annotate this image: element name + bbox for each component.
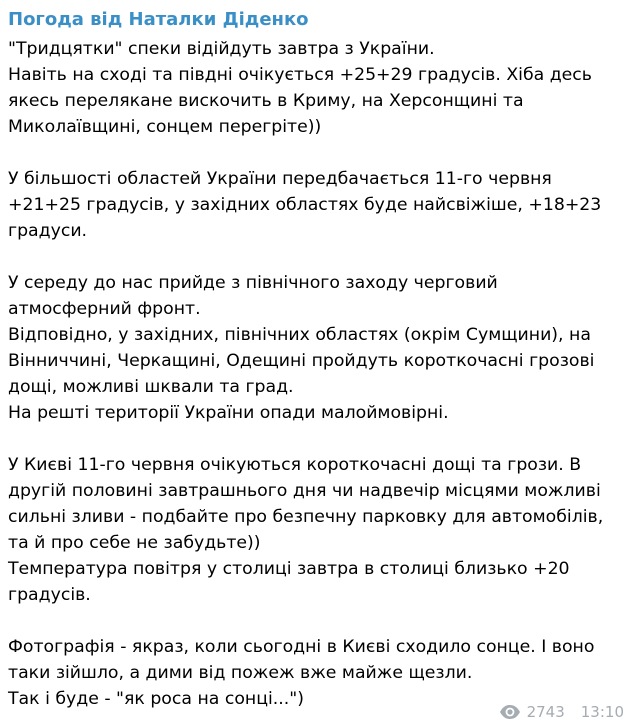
message-line: "Тридцятки" спеки відійдуть завтра з України. xyxy=(8,39,435,59)
message-line: На решті території України опади малоймовірні. xyxy=(8,403,449,423)
message-line: та й про себе не забудьте)) xyxy=(8,533,261,553)
message-line: У більшості областей України передбачається 11-го червня xyxy=(8,169,552,189)
message-line: Фотографія - якраз, коли сьогодні в Києві сходило сонце. І воно xyxy=(8,637,595,657)
message-line xyxy=(8,140,622,166)
message-line: якесь перелякане вискочить в Криму, на Херсонщині та xyxy=(8,91,524,111)
message-line: Температура повітря у столиці завтра в столиці близько +20 xyxy=(8,559,570,579)
message-line xyxy=(8,244,622,270)
message-line: У середу до нас прийде з північного заходу черговий xyxy=(8,273,498,293)
message-line: +21+25 градусів, у західних областях буде найсвіжіше, +18+23 xyxy=(8,195,602,215)
message-line: градусів. xyxy=(8,585,91,605)
message-time: 13:10 xyxy=(580,703,624,721)
message-line: Відповідно, у західних, північних областях (окрім Сумщини), на xyxy=(8,325,591,345)
eye-icon xyxy=(499,704,521,720)
message-line: Миколаївщині, сонцем перегріте)) xyxy=(8,117,322,137)
message-line: другій половині завтрашнього дня чи надвечір місцями можливі xyxy=(8,481,601,501)
message-line: дощі, можливі шквали та град. xyxy=(8,377,294,397)
message-line: атмосферний фронт. xyxy=(8,299,201,319)
message-line xyxy=(8,608,622,634)
message-line: Так і буде - "як роса на сонці...") xyxy=(8,689,304,709)
message-line: У Києві 11-го червня очікуються короткочасні дощі та грози. В xyxy=(8,455,582,475)
message-text xyxy=(8,36,622,712)
message-line: Навіть на сході та півдні очікується +25+29 градусів. Хіба десь xyxy=(8,65,592,85)
channel-name-link[interactable]: Погода від Наталки Діденко xyxy=(8,9,309,30)
message-meta xyxy=(499,703,624,721)
view-count: 2743 xyxy=(526,703,565,721)
message-line: градуси. xyxy=(8,221,88,241)
message-line: сильні зливи - подбайте про безпечну парковку для автомобілів, xyxy=(8,507,604,527)
message-line: Вінниччині, Черкащині, Одещині пройдуть короткочасні грозові xyxy=(8,351,595,371)
message-line: таки зійшло, а дими від пожеж вже майже щезли. xyxy=(8,663,473,683)
message-line xyxy=(8,426,622,452)
